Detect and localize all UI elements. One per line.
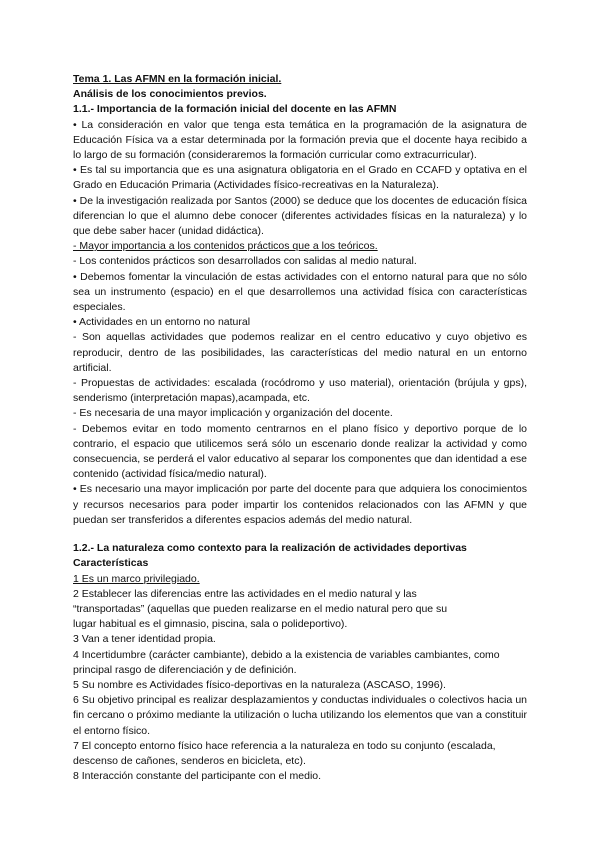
section-1-heading: 1.1.- Importancia de la formación inicial del docente en las AFMN (73, 103, 397, 116)
list-item: “transportadas” (aquellas que pueden realizarse en el medio natural pero que su (73, 602, 448, 615)
document-subtitle: Análisis de los conocimientos previos. (73, 88, 267, 101)
list-item: 6 Su objetivo principal es realizar desplazamientos y conductas individuales o colectivos hacia un fin cercano o próximo mediante la utilización o lucha utilizando los elementos que van a constituir el entorno físico. (73, 694, 527, 737)
list-item: 4 Incertidumbre (carácter cambiante), debido a la existencia de variables cambiantes, como principal rasgo de diferenciación y de definición. (73, 648, 500, 676)
list-item: lugar habitual es el gimnasio, piscina, sala o polideportivo). (73, 618, 348, 631)
paragraph-underlined: - Mayor importancia a los contenidos prácticos que a los teóricos. (73, 240, 378, 253)
list-item: 1 Es un marco privilegiado. (73, 572, 200, 585)
list-item: 5 Su nombre es Actividades físico-deportivas en la naturaleza (ASCASO, 1996). (73, 678, 446, 691)
paragraph: - Los contenidos prácticos son desarrollados con salidas al medio natural. (73, 255, 417, 268)
paragraph: - Es necesaria de una mayor implicación y organización del docente. (73, 407, 393, 420)
list-item: 3 Van a tener identidad propia. (73, 633, 216, 646)
paragraph: • Debemos fomentar la vinculación de estas actividades con el entorno natural para que no sólo sea un instrumento (espacio) en el que desarrollemos una actividad física con características especiales. (73, 270, 527, 314)
section-2-subheading: Características (73, 557, 149, 570)
paragraph: • La consideración en valor que tenga esta temática en la programación de la asignatura de Educación Física va a estar determinada por la formación previa que el docente haya recibido a lo largo de su formación (consideraremos la formación curricular como extracurricular). (73, 118, 527, 162)
document-title: Tema 1. Las AFMN en la formación inicial. (73, 73, 282, 85)
paragraph: • Es necesario una mayor implicación por parte del docente para que adquiera los conocimientos y recursos necesarios para poder impartir los contenidos relacionados con las AFMN y que puedan ser transferidos a diferentes espacios además del medio natural. (73, 483, 527, 526)
list-item: 7 El concepto entorno físico hace referencia a la naturaleza en todo su conjunto (escalada, descenso de cañones, senderos en bicicleta, etc). (73, 739, 496, 767)
section-2-heading: 1.2.- La naturaleza como contexto para la realización de actividades deportivas (73, 542, 467, 555)
section-gap (73, 528, 527, 541)
paragraph: • De la investigación realizada por Santos (2000) se deduce que los docentes de educación física diferencian lo que el alumno debe conocer (diferentes actividades físicas en la naturaleza) y lo que debe saber hacer (unidad didáctica). (73, 194, 527, 238)
list-item: 8 Interacción constante del participante con el medio. (73, 770, 322, 783)
paragraph: - Son aquellas actividades que podemos realizar en el centro educativo y cuyo objetivo es reproducir, dentro de las posibilidades, las características del medio natural en un entorno artificial. (73, 331, 527, 374)
list-item: 2 Establecer las diferencias entre las actividades en el medio natural y las (73, 587, 417, 600)
paragraph: - Propuestas de actividades: escalada (rocódromo y uso material), orientación (brújula y gps), senderismo (interpretación mapas),acampada, etc. (73, 377, 527, 405)
paragraph: • Es tal su importancia que es una asignatura obligatoria en el Grado en CCAFD y optativa en el Grado en Educación Primaria (Actividades físico-recreativas en la Naturaleza). (73, 164, 527, 192)
paragraph: • Actividades en un entorno no natural (73, 316, 251, 329)
paragraph: - Debemos evitar en todo momento centrarnos en el plano físico y deportivo porque de lo contrario, el espacio que utilicemos será sólo un escenario donde realizar la actividad y como consecuencia, se perderá el valor educativo al separar los componentes que dan identidad a ese contenido (actividad física/medio natural). (73, 422, 527, 481)
